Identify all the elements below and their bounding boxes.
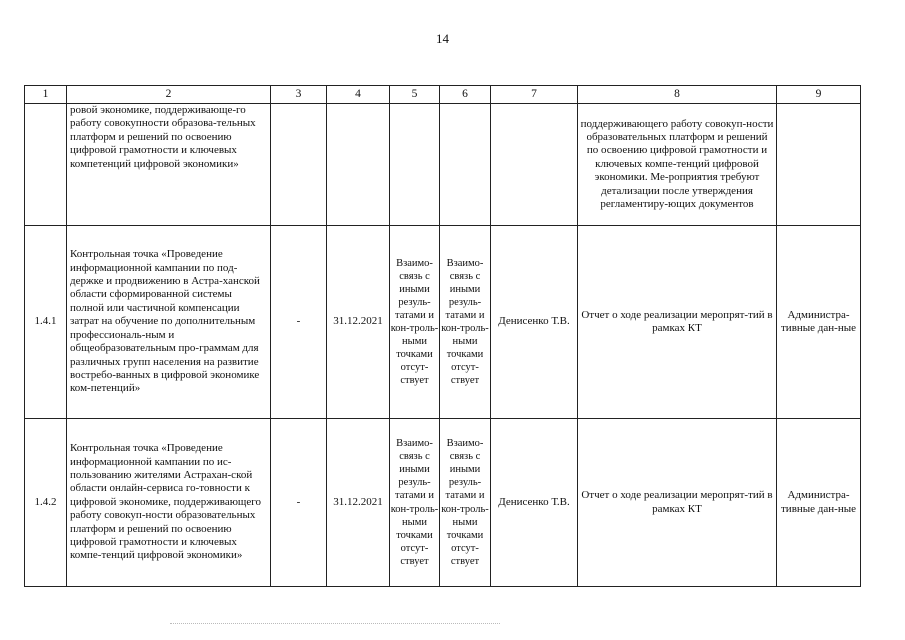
header-cell: 2: [67, 86, 271, 104]
page-number: 14: [436, 31, 449, 46]
col3-cell: -: [271, 226, 327, 419]
result-description: Отчет о ходе реализации меропрят-тий в рамках КТ: [578, 226, 777, 419]
result-description: поддерживающего работу совокуп-ности образовательных платформ и решений по освоению цифровой грамотности и ключевых компе-тенций цифровой экономики. Ме-роприятия требуют детализации после утверждения регламентиру-ющих документов: [578, 104, 777, 226]
deadline-date: [327, 104, 390, 226]
result-description: Отчет о ходе реализации меропрят-тий в рамках КТ: [578, 419, 777, 587]
scan-artifact-line: [170, 623, 500, 624]
deadline-date: 31.12.2021: [327, 419, 390, 587]
header-cell: 4: [327, 86, 390, 104]
header-cell: 1: [25, 86, 67, 104]
relation-cell: [440, 104, 491, 226]
header-cell: 5: [390, 86, 440, 104]
col3-cell: [271, 104, 327, 226]
table-row: [25, 226, 861, 419]
header-cell: 3: [271, 86, 327, 104]
row-number: 1.4.1: [25, 226, 67, 419]
milestone-name: Контрольная точка «Проведение информационной кампании по под-держке и продвижению в Астра-ханской области сформированной системы полной или частичной компенсации затрат на обучение по дополнительным профессиональ-ным и общеобразовательным про-граммам для различных групп населения на развитие востребо-ванных в цифровой экономике ком-петенций»: [67, 226, 271, 419]
col3-cell: -: [271, 419, 327, 587]
data-source: [777, 104, 861, 226]
table-row: [25, 419, 861, 587]
header-cell: 6: [440, 86, 491, 104]
responsible-person: [491, 104, 578, 226]
milestone-name: Контрольная точка «Проведение информационной кампании по ис-пользованию жителями Астрахан-ской области онлайн-сервиса го-товности к цифровой экономике, поддерживающего работу совокуп-ности образовательных платформ и решений по освоению цифровой грамотности и ключевых компе-тенций цифровой экономики»: [67, 419, 271, 587]
data-source: Администра-тивные дан-ные: [777, 226, 861, 419]
relation-cell: Взаимо-связь с иными резуль-татами и кон-троль-ными точками отсут-ствует: [440, 419, 491, 587]
plan-table: [24, 85, 861, 587]
relation-cell: [390, 104, 440, 226]
header-row: [25, 86, 861, 104]
relation-cell: Взаимо-связь с иными резуль-татами и кон-троль-ными точками отсут-ствует: [390, 419, 440, 587]
milestone-name: ровой экономике, поддерживающе-го работу совокупности образова-тельных платформ и решений по освоению цифровой грамотности и ключевых компетенций цифровой экономики»: [67, 104, 271, 226]
table-row: [25, 104, 861, 226]
header-cell: 9: [777, 86, 861, 104]
row-number: 1.4.2: [25, 419, 67, 587]
relation-cell: Взаимо-связь с иными резуль-татами и кон-троль-ными точками отсут-ствует: [440, 226, 491, 419]
deadline-date: 31.12.2021: [327, 226, 390, 419]
header-cell: 8: [578, 86, 777, 104]
data-source: Администра-тивные дан-ные: [777, 419, 861, 587]
header-cell: 7: [491, 86, 578, 104]
relation-cell: Взаимо-связь с иными резуль-татами и кон-троль-ными точками отсут-ствует: [390, 226, 440, 419]
row-number: [25, 104, 67, 226]
responsible-person: Денисенко Т.В.: [491, 419, 578, 587]
responsible-person: Денисенко Т.В.: [491, 226, 578, 419]
